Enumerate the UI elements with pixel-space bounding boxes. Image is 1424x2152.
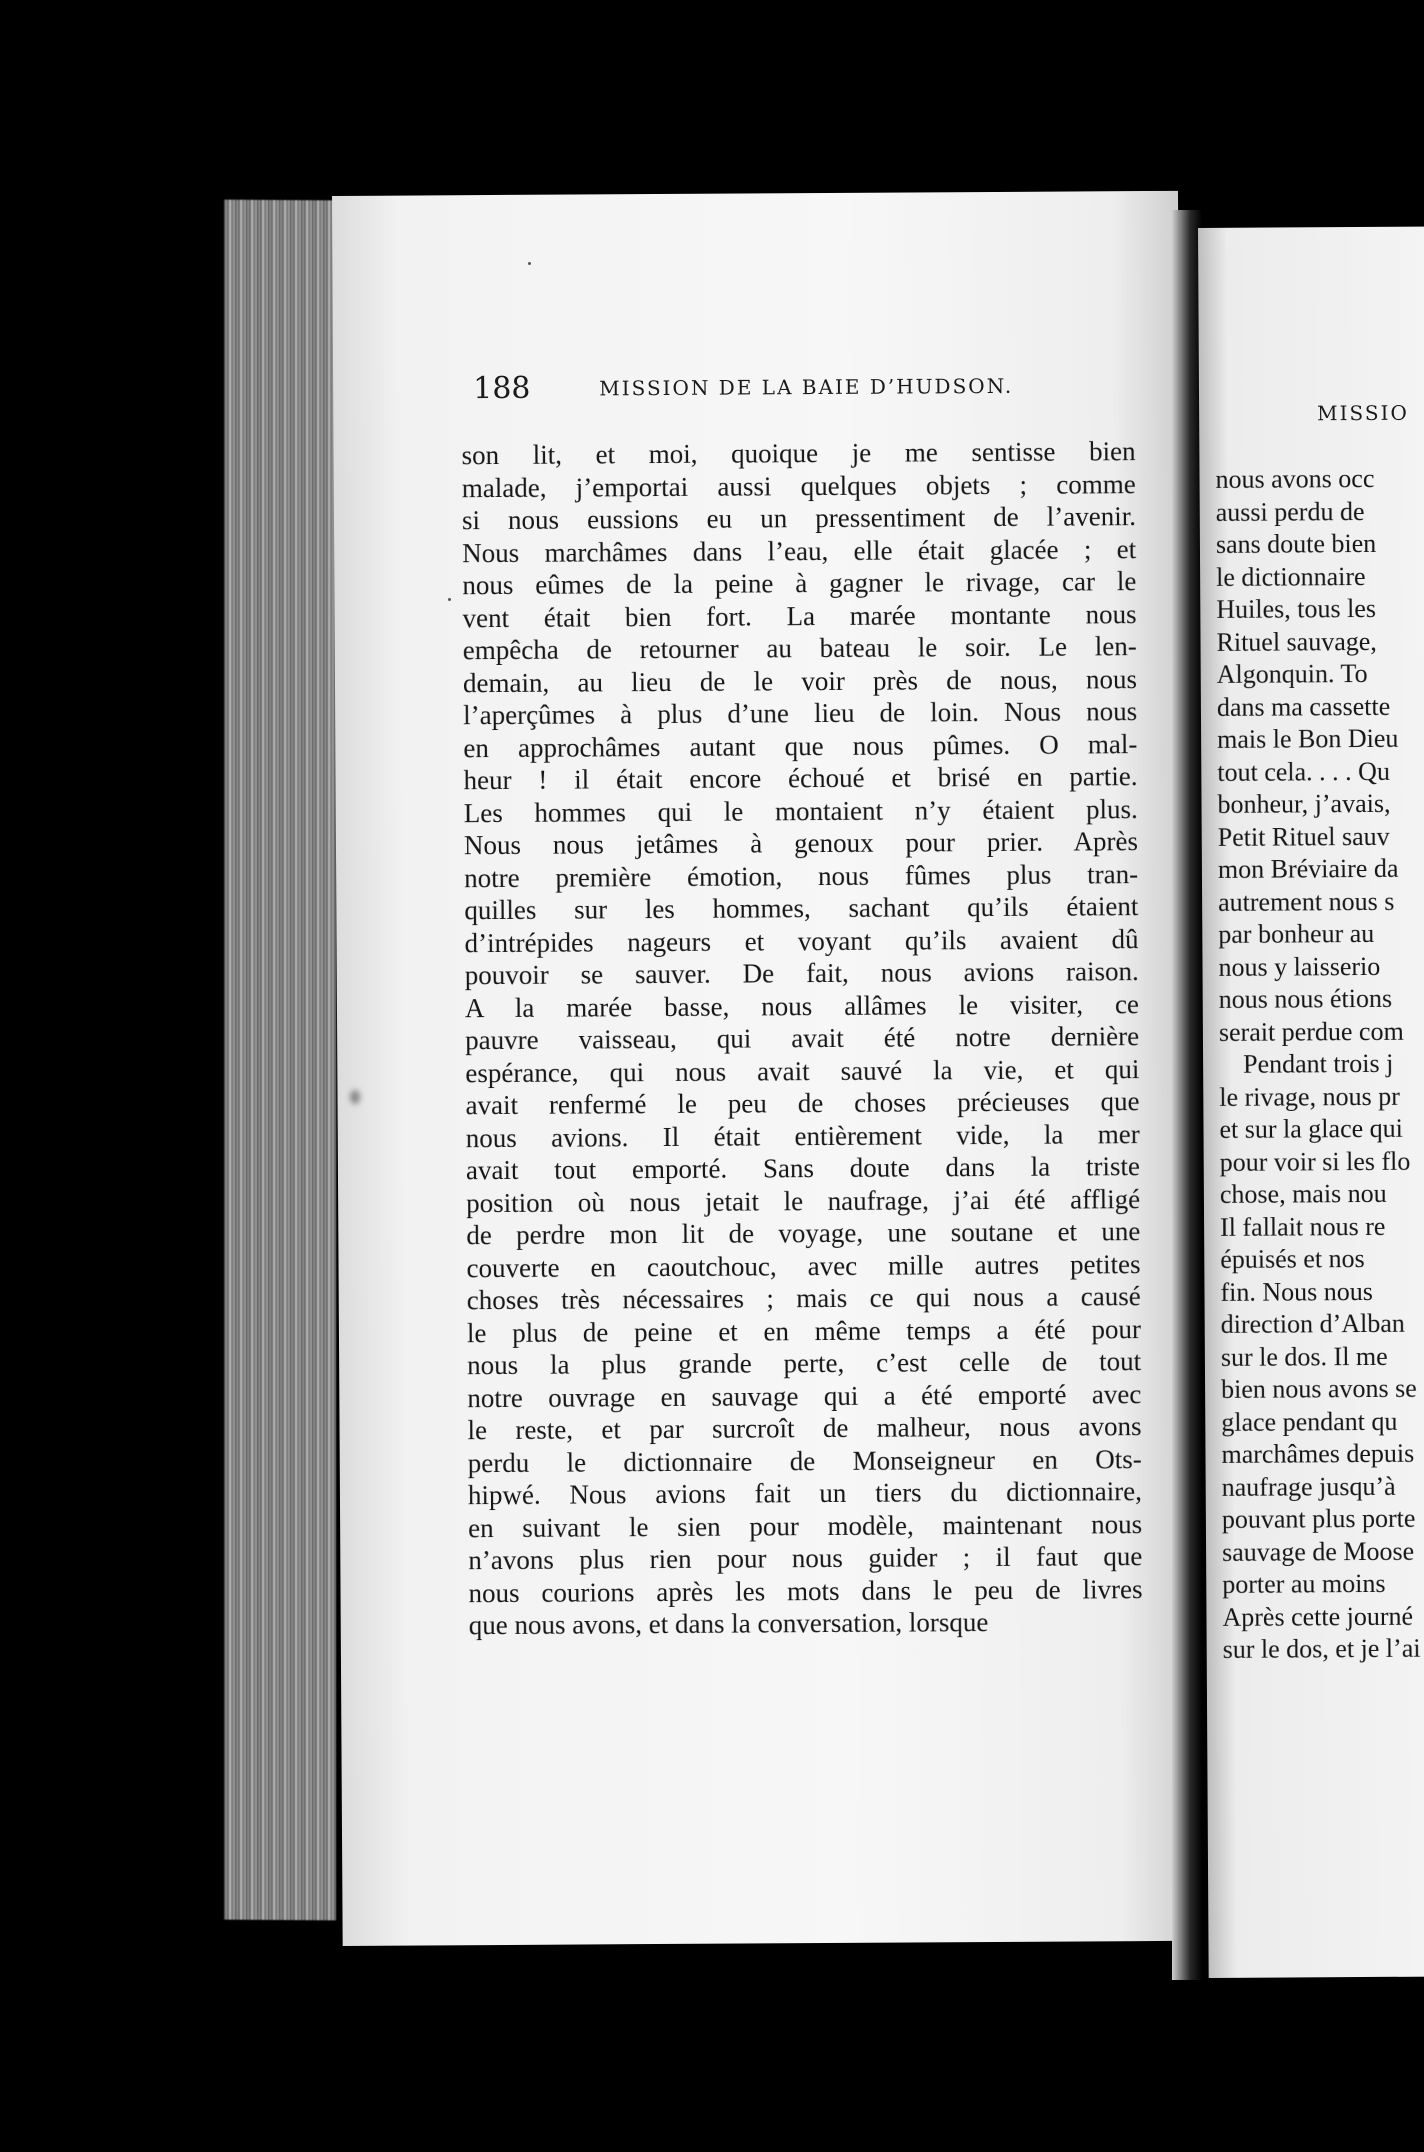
text-line: sans doute bien: [1215, 528, 1377, 559]
text-line: avait tout emporté. Sans doute dans la triste: [465, 1151, 1141, 1186]
text-line: serait perdue com: [1218, 1016, 1404, 1047]
right-page: [1198, 227, 1424, 1978]
text-line: le reste, et par surcroît de malheur, nous avons: [467, 1411, 1142, 1446]
text-line: avait renfermé le peu de choses précieuses que: [465, 1086, 1140, 1121]
text-line: perdu le dictionnaire de Monseigneur en Ots-: [467, 1443, 1142, 1478]
text-line: bien nous avons se: [1221, 1373, 1417, 1404]
book-gutter: [1172, 210, 1202, 1980]
text-line: autrement nous s: [1218, 886, 1395, 917]
body-text: [461, 435, 1142, 1642]
text-line: nous y laisserio: [1218, 951, 1381, 982]
text-line: Nous nous jetâmes à genoux pour prier. Après: [463, 826, 1139, 861]
text-line: sur le dos. Il me: [1220, 1341, 1388, 1372]
text-line: que nous avons, et dans la conversation, lorsque: [468, 1607, 989, 1641]
text-line: marchâmes depuis: [1221, 1438, 1415, 1469]
text-line: Nous marchâmes dans l’eau, elle était glacée ; et: [462, 533, 1137, 568]
text-line: n’avons plus rien pour nous guider ; il faut que: [468, 1541, 1143, 1576]
running-head: MISSION DE LA BAIE D’HUDSON.: [599, 373, 1014, 401]
text-line: d’intrépides nageurs et voyant qu’ils avaient dû: [464, 923, 1139, 958]
text-line: le plus de peine et en même temps a été pour: [466, 1313, 1142, 1348]
text-line: malade, j’emportai aussi quelques objets ; comme: [461, 468, 1136, 503]
text-line: si nous eussions eu un pressentiment de l’avenir.: [461, 501, 1137, 536]
page-header: [473, 367, 1093, 407]
text-line: sur le dos, et je l’ai: [1222, 1633, 1421, 1664]
text-line: Pendant trois j: [1243, 1048, 1394, 1079]
text-line: pour voir si les flo: [1219, 1146, 1411, 1177]
text-line: mon Bréviaire da: [1217, 853, 1399, 884]
text-line: aussi perdu de: [1215, 496, 1365, 527]
text-line: naufrage jusqu’à: [1221, 1471, 1396, 1502]
text-line: son lit, et moi, quoique je me sentisse bien: [461, 436, 1136, 471]
text-line: couverte en caoutchouc, avec mille autres petites: [466, 1248, 1141, 1283]
text-line: hipwé. Nous avions fait un tiers du dictionnaire,: [467, 1476, 1143, 1511]
text-line: vent était bien fort. La marée montante nous: [462, 598, 1137, 633]
text-line: heur ! il était encore échoué et brisé en partie.: [463, 761, 1138, 796]
text-line: Après cette journé: [1222, 1601, 1414, 1632]
page-edge-stack: [224, 200, 336, 1921]
text-line: espérance, qui nous avait sauvé la vie, et qui: [465, 1053, 1140, 1088]
text-line: A la marée basse, nous allâmes le visiter, ce: [464, 988, 1140, 1023]
text-line: sauvage de Moose: [1221, 1536, 1415, 1567]
text-line: direction d’Alban: [1220, 1308, 1405, 1339]
text-line: par bonheur au: [1218, 918, 1375, 949]
right-running-head: MISSIO: [1317, 400, 1409, 426]
text-line: Rituel sauvage,: [1216, 626, 1377, 657]
text-line: nous avons occ: [1215, 463, 1375, 494]
text-line: choses très nécessaires ; mais ce qui nous a causé: [466, 1281, 1141, 1316]
text-line: notre ouvrage en sauvage qui a été emporté avec: [467, 1378, 1142, 1413]
text-line: de perdre mon lit de voyage, une soutane et une: [466, 1216, 1141, 1251]
text-line: demain, au lieu de le voir près de nous, nous: [462, 663, 1138, 698]
text-line: Petit Rituel sauv: [1217, 821, 1390, 852]
text-line: Les hommes qui le montaient n’y étaient plus.: [463, 793, 1138, 828]
text-line: l’aperçûmes à plus d’une lieu de loin. Nous nous: [463, 696, 1138, 731]
text-line: tout cela. . . . Qu: [1217, 756, 1390, 787]
text-line: chose, mais nou: [1219, 1178, 1387, 1209]
text-line: dans ma cassette: [1216, 691, 1391, 722]
text-line: nous eûmes de la peine à gagner le rivage, car le: [462, 566, 1137, 601]
page-number: 188: [473, 370, 531, 407]
text-line: quilles sur les hommes, sachant qu’ils étaient: [464, 891, 1139, 926]
text-line: fin. Nous nous: [1220, 1276, 1373, 1307]
text-line: le rivage, nous pr: [1219, 1081, 1400, 1112]
text-line: pouvant plus porte: [1221, 1503, 1416, 1534]
text-line: notre première émotion, nous fûmes plus tran-: [464, 858, 1139, 893]
dust-speck: [528, 262, 531, 265]
text-line: Huiles, tous les: [1216, 593, 1377, 624]
text-line: nous avions. Il était entièrement vide, la mer: [465, 1118, 1140, 1153]
text-line: nous nous étions: [1218, 983, 1393, 1014]
text-line: en approchâmes autant que nous pûmes. O mal-: [463, 728, 1138, 763]
text-line: glace pendant qu: [1221, 1406, 1398, 1437]
text-line: position où nous jetait le naufrage, j’ai été affligé: [466, 1183, 1141, 1218]
text-line: nous la plus grande perte, c’est celle de tout: [467, 1346, 1142, 1381]
dust-speck: [448, 598, 451, 601]
text-line: Algonquin. To: [1216, 658, 1368, 689]
text-line: en suivant le sien pour modèle, maintenant nous: [468, 1508, 1143, 1543]
right-body-text: [1215, 462, 1424, 1666]
text-line: mais le Bon Dieu: [1217, 723, 1399, 754]
text-line: empêcha de retourner au bateau le soir. Le len-: [462, 631, 1137, 666]
text-line: Il fallait nous re: [1220, 1211, 1386, 1242]
text-line: pouvoir se sauver. De fait, nous avions raison.: [464, 956, 1139, 991]
text-line: porter au moins: [1222, 1568, 1386, 1599]
text-line: épuisés et nos: [1220, 1244, 1365, 1274]
text-line: et sur la glace qui: [1219, 1113, 1403, 1144]
text-line: pauvre vaisseau, qui avait été notre dernière: [465, 1021, 1140, 1056]
left-page: [332, 191, 1189, 1946]
dust-speck: [350, 1090, 360, 1104]
text-line: bonheur, j’avais,: [1217, 788, 1391, 819]
text-line: le dictionnaire: [1216, 561, 1366, 592]
text-line: nous courions après les mots dans le peu de livres: [468, 1573, 1143, 1608]
